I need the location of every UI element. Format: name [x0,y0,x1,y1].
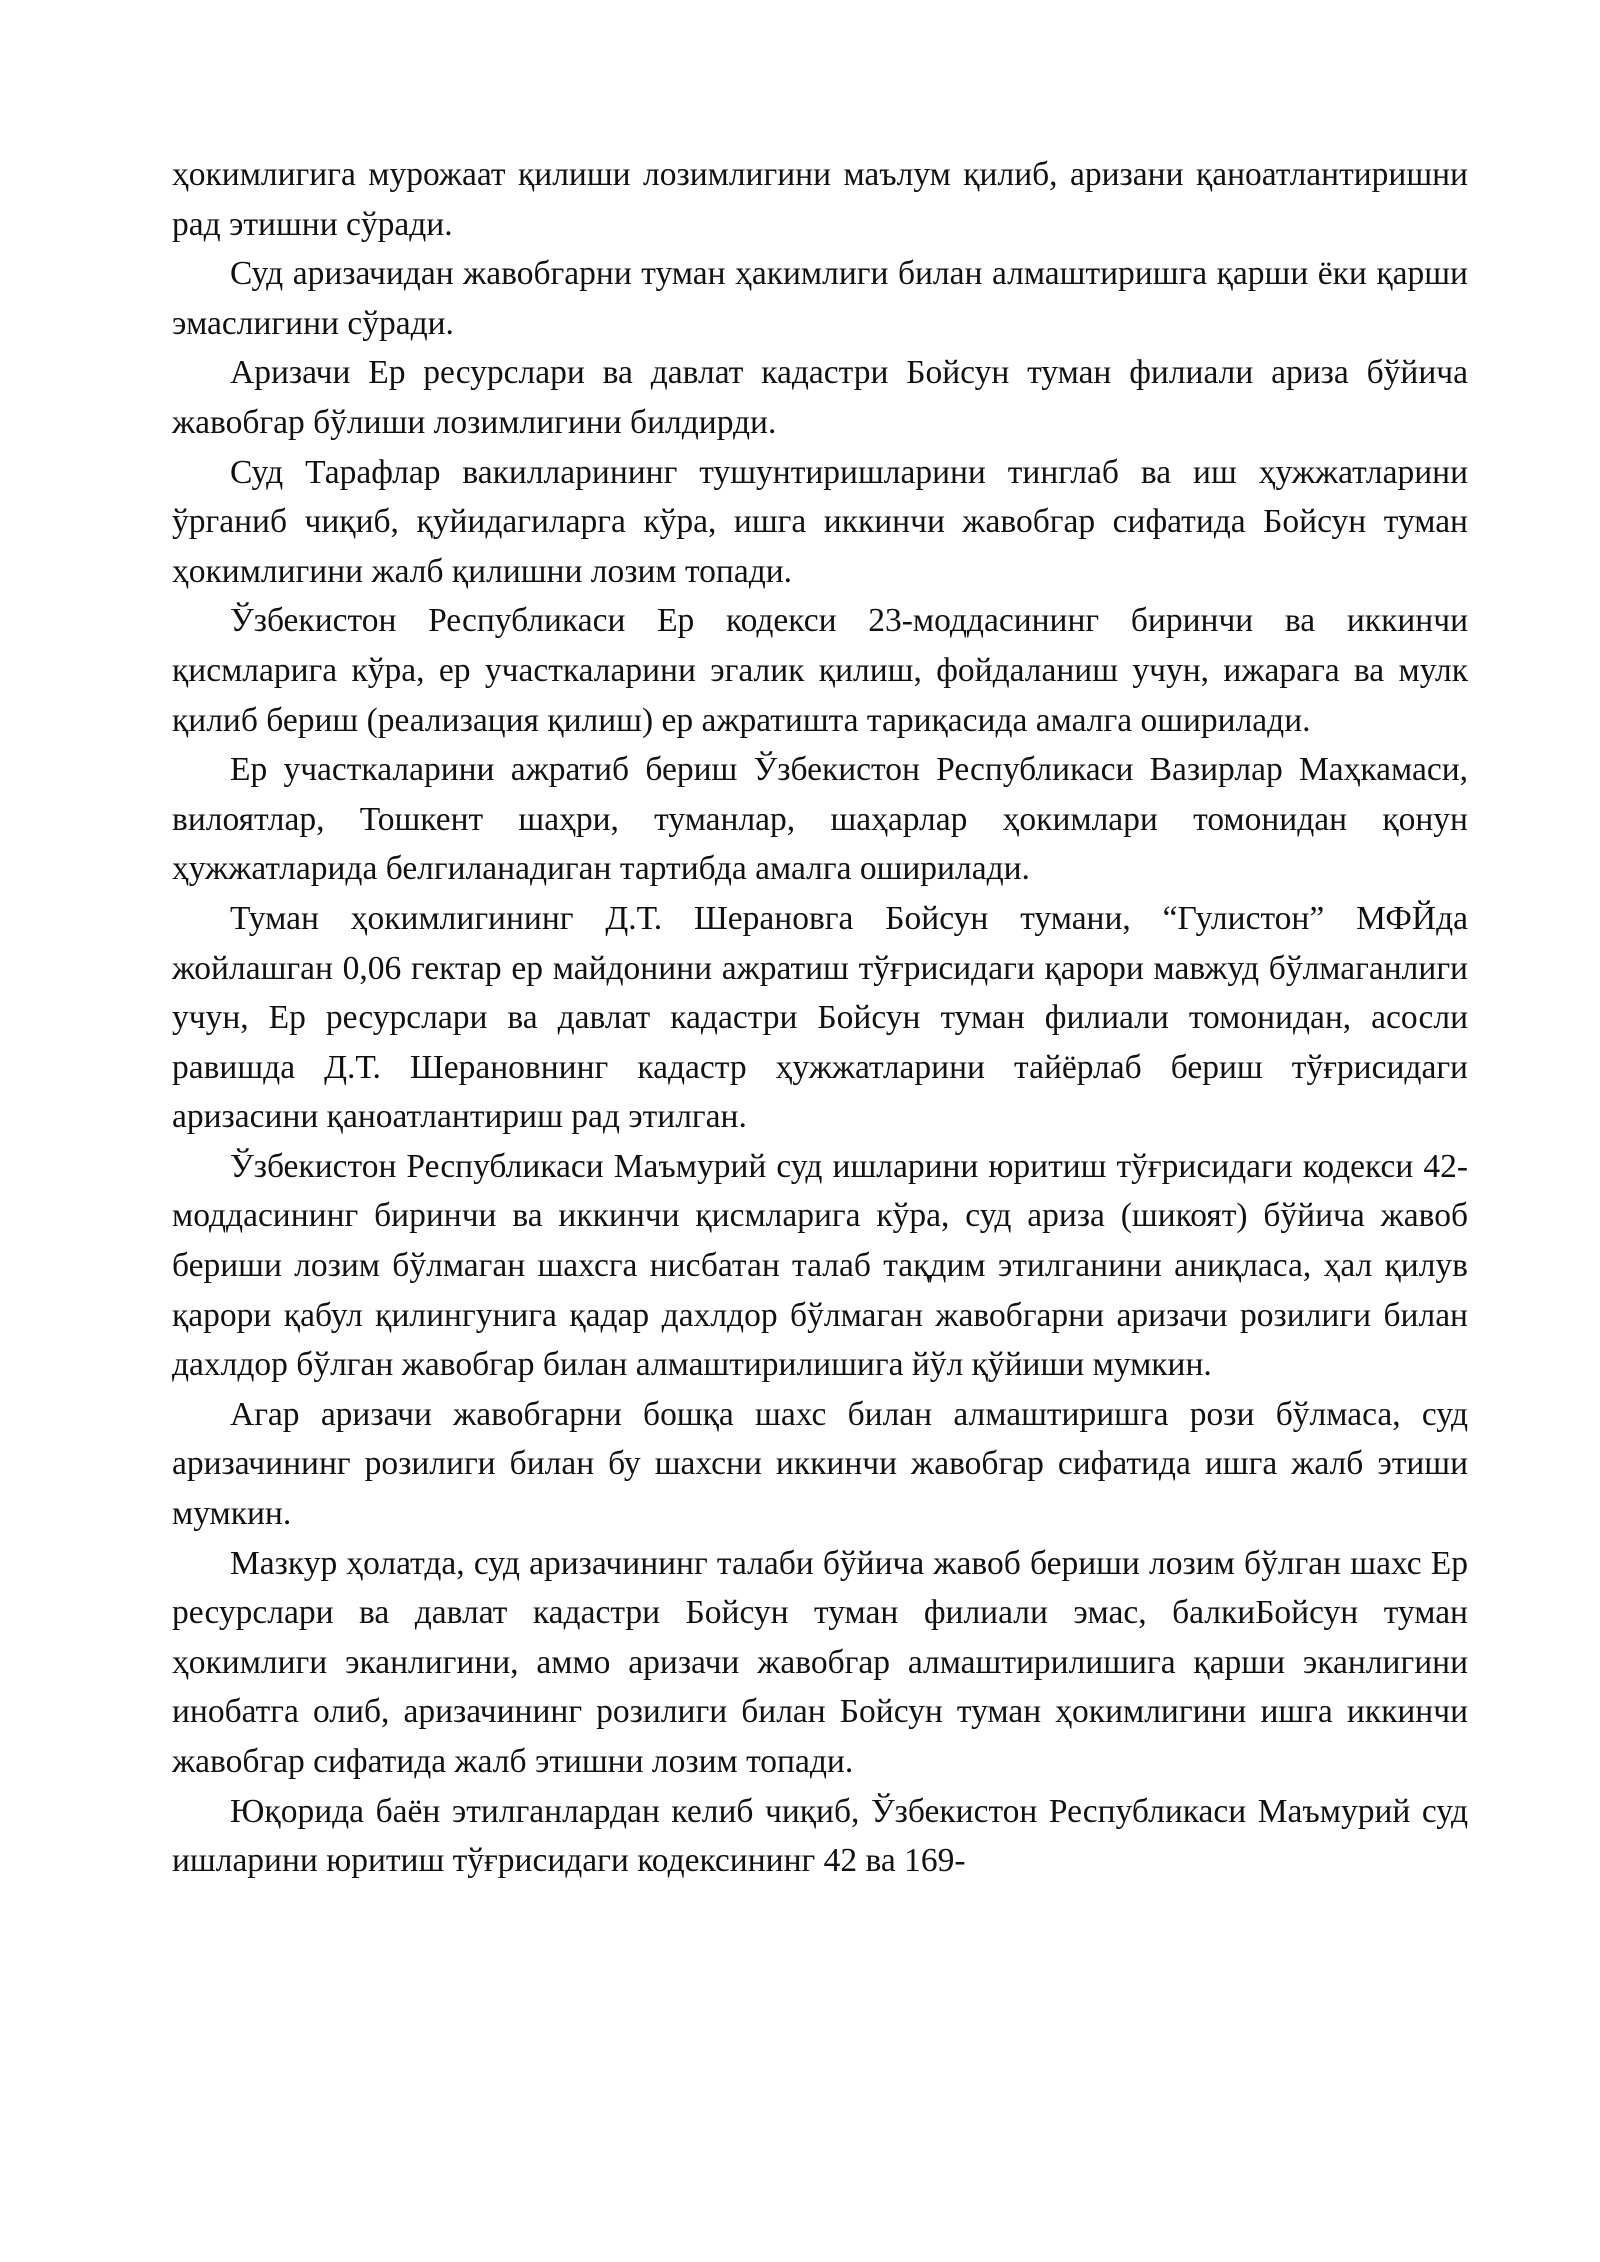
paragraph-6: Ер участкаларини ажратиб бериш Ўзбекистон Республикаси Вазирлар Маҳкамаси, вилоятлар, Тошкент шаҳри, туманлар, шаҳарлар ҳокимлари томонидан қонун ҳужжатларида белгиланадиган тартибда амалга оширилади. [172,751,1468,888]
paragraph-5: Ўзбекистон Республикаси Ер кодекси 23-моддасининг биринчи ва иккинчи қисмларига кўра, ер участкаларини эгалик қилиш, фойдаланиш учун, ижарага ва мулк қилиб бериш (реализация қилиш) ер ажратишта тариқасида амалга оширилади. [172,602,1468,739]
document-body [172,150,1468,1886]
paragraph-11: Юқорида баён этилганлардан келиб чиқиб, Ўзбекистон Республикаси Маъмурий суд ишларини юритиш тўғрисидаги кодексининг 42 ва 169- [172,1792,1468,1880]
paragraph-2: Суд аризачидан жавобгарни туман ҳакимлиги билан алмаштиришга қарши ёки қарши эмаслигини сўради. [172,255,1468,342]
paragraph-3: Аризачи Ер ресурслари ва давлат кадастри Бойсун туман филиали ариза бўйича жавобгар бўлиши лозимлигини билдирди. [172,354,1468,441]
paragraph-4: Суд Тарафлар вакилларининг тушунтиришларини тинглаб ва иш ҳужжатларини ўрганиб чиқиб, қуйидагиларга кўра, ишга иккинчи жавобгар сифатида Бойсун туман ҳокимлигини жалб қилишни лозим топади. [172,453,1468,590]
paragraph-8: Ўзбекистон Республикаси Маъмурий суд ишларини юритиш тўғрисидаги кодекси 42-моддасининг биринчи ва иккинчи қисмларига кўра, суд ариза (шикоят) бўйича жавоб бериши лозим бўлмаган шахсга нисбатан талаб тақдим этилганини аниқласа, ҳал қилув қарори қабул қилингунига қадар дахлдор бўлмаган жавобгарни аризачи розилиги билан дахлдор бўлган жавобгар билан алмаштирилишига йўл қўйиши мумкин. [172,1147,1468,1384]
paragraph-10: Мазкур ҳолатда, суд аризачининг талаби бўйича жавоб бериши лозим бўлган шахс Ер ресурслари ва давлат кадастри Бойсун туман филиали эмас, балкиБойсун туман ҳокимлиги эканлигини, аммо аризачи жавобгар алмаштирилишига қарши эканлигини инобатга олиб, аризачининг розилиги билан Бойсун туман ҳокимлигини ишга иккинчи жавобгар сифатида жалб этишни лозим топади. [172,1544,1468,1780]
paragraph-1: ҳокимлигига мурожаат қилиши лозимлигини маълум қилиб, аризани қаноатлантиришни рад этишни сўради. [172,156,1468,243]
paragraph-7: Туман ҳокимлигининг Д.Т. Шерановга Бойсун тумани, “Гулистон” МФЙда жойлашган 0,06 гектар ер майдонини ажратиш тўғрисидаги қарори мавжуд бўлмаганлиги учун, Ер ресурслари ва давлат кадастри Бойсун туман филиали томонидан, асосли равишда Д.Т. Шерановнинг кадастр ҳужжатларини тайёрлаб бериш тўғрисидаги аризасини қаноатлантириш рад этилган. [172,899,1468,1136]
paragraph-9: Агар аризачи жавобгарни бошқа шахс билан алмаштиришга рози бўлмаса, суд аризачининг розилиги билан бу шахсни иккинчи жавобгар сифатида ишга жалб этиши мумкин. [172,1395,1468,1533]
